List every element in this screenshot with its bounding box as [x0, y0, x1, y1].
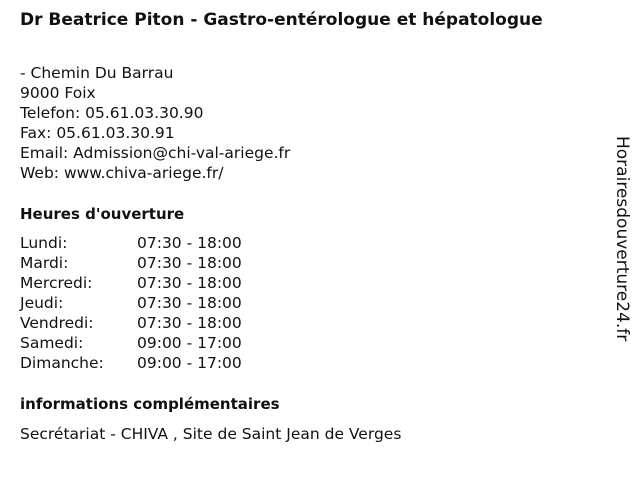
hours-day: Dimanche:: [20, 354, 104, 372]
info-text: Secrétariat - CHIVA , Site de Saint Jean de Verges: [20, 425, 402, 443]
hours-time: 09:00 - 17:00: [137, 334, 242, 352]
info-heading: informations complémentaires: [20, 395, 280, 413]
address: - Chemin Du Barrau: [20, 64, 174, 82]
hours-row: [20, 253, 320, 273]
hours-row: [20, 313, 320, 333]
hours-row: [20, 333, 320, 353]
hours-day: Mardi:: [20, 254, 69, 272]
page-title: Dr Beatrice Piton - Gastro-entérologue et hépatologue: [20, 10, 543, 30]
hours-day: Samedi:: [20, 334, 84, 352]
hours-time: 07:30 - 18:00: [137, 274, 242, 292]
hours-time: 07:30 - 18:00: [137, 254, 242, 272]
hours-time: 07:30 - 18:00: [137, 314, 242, 332]
hours-day: Mercredi:: [20, 274, 93, 292]
website: Web: www.chiva-ariege.fr/: [20, 164, 224, 182]
hours-day: Jeudi:: [20, 294, 64, 312]
hours-time: 07:30 - 18:00: [137, 294, 242, 312]
hours-day: Lundi:: [20, 234, 68, 252]
hours-day: Vendredi:: [20, 314, 94, 332]
hours-row: [20, 273, 320, 293]
city: 9000 Foix: [20, 84, 96, 102]
hours-heading: Heures d'ouverture: [20, 205, 185, 223]
fax: Fax: 05.61.03.30.91: [20, 124, 175, 142]
hours-table: [20, 233, 320, 373]
hours-time: 09:00 - 17:00: [137, 354, 242, 372]
hours-time: 07:30 - 18:00: [137, 234, 242, 252]
hours-row: [20, 293, 320, 313]
phone: Telefon: 05.61.03.30.90: [20, 104, 204, 122]
hours-row: [20, 233, 320, 253]
watermark: Horairesdouverture24.fr: [612, 136, 632, 342]
hours-row: [20, 353, 320, 373]
email: Email: Admission@chi-val-ariege.fr: [20, 144, 291, 162]
contact-block: [20, 63, 290, 183]
